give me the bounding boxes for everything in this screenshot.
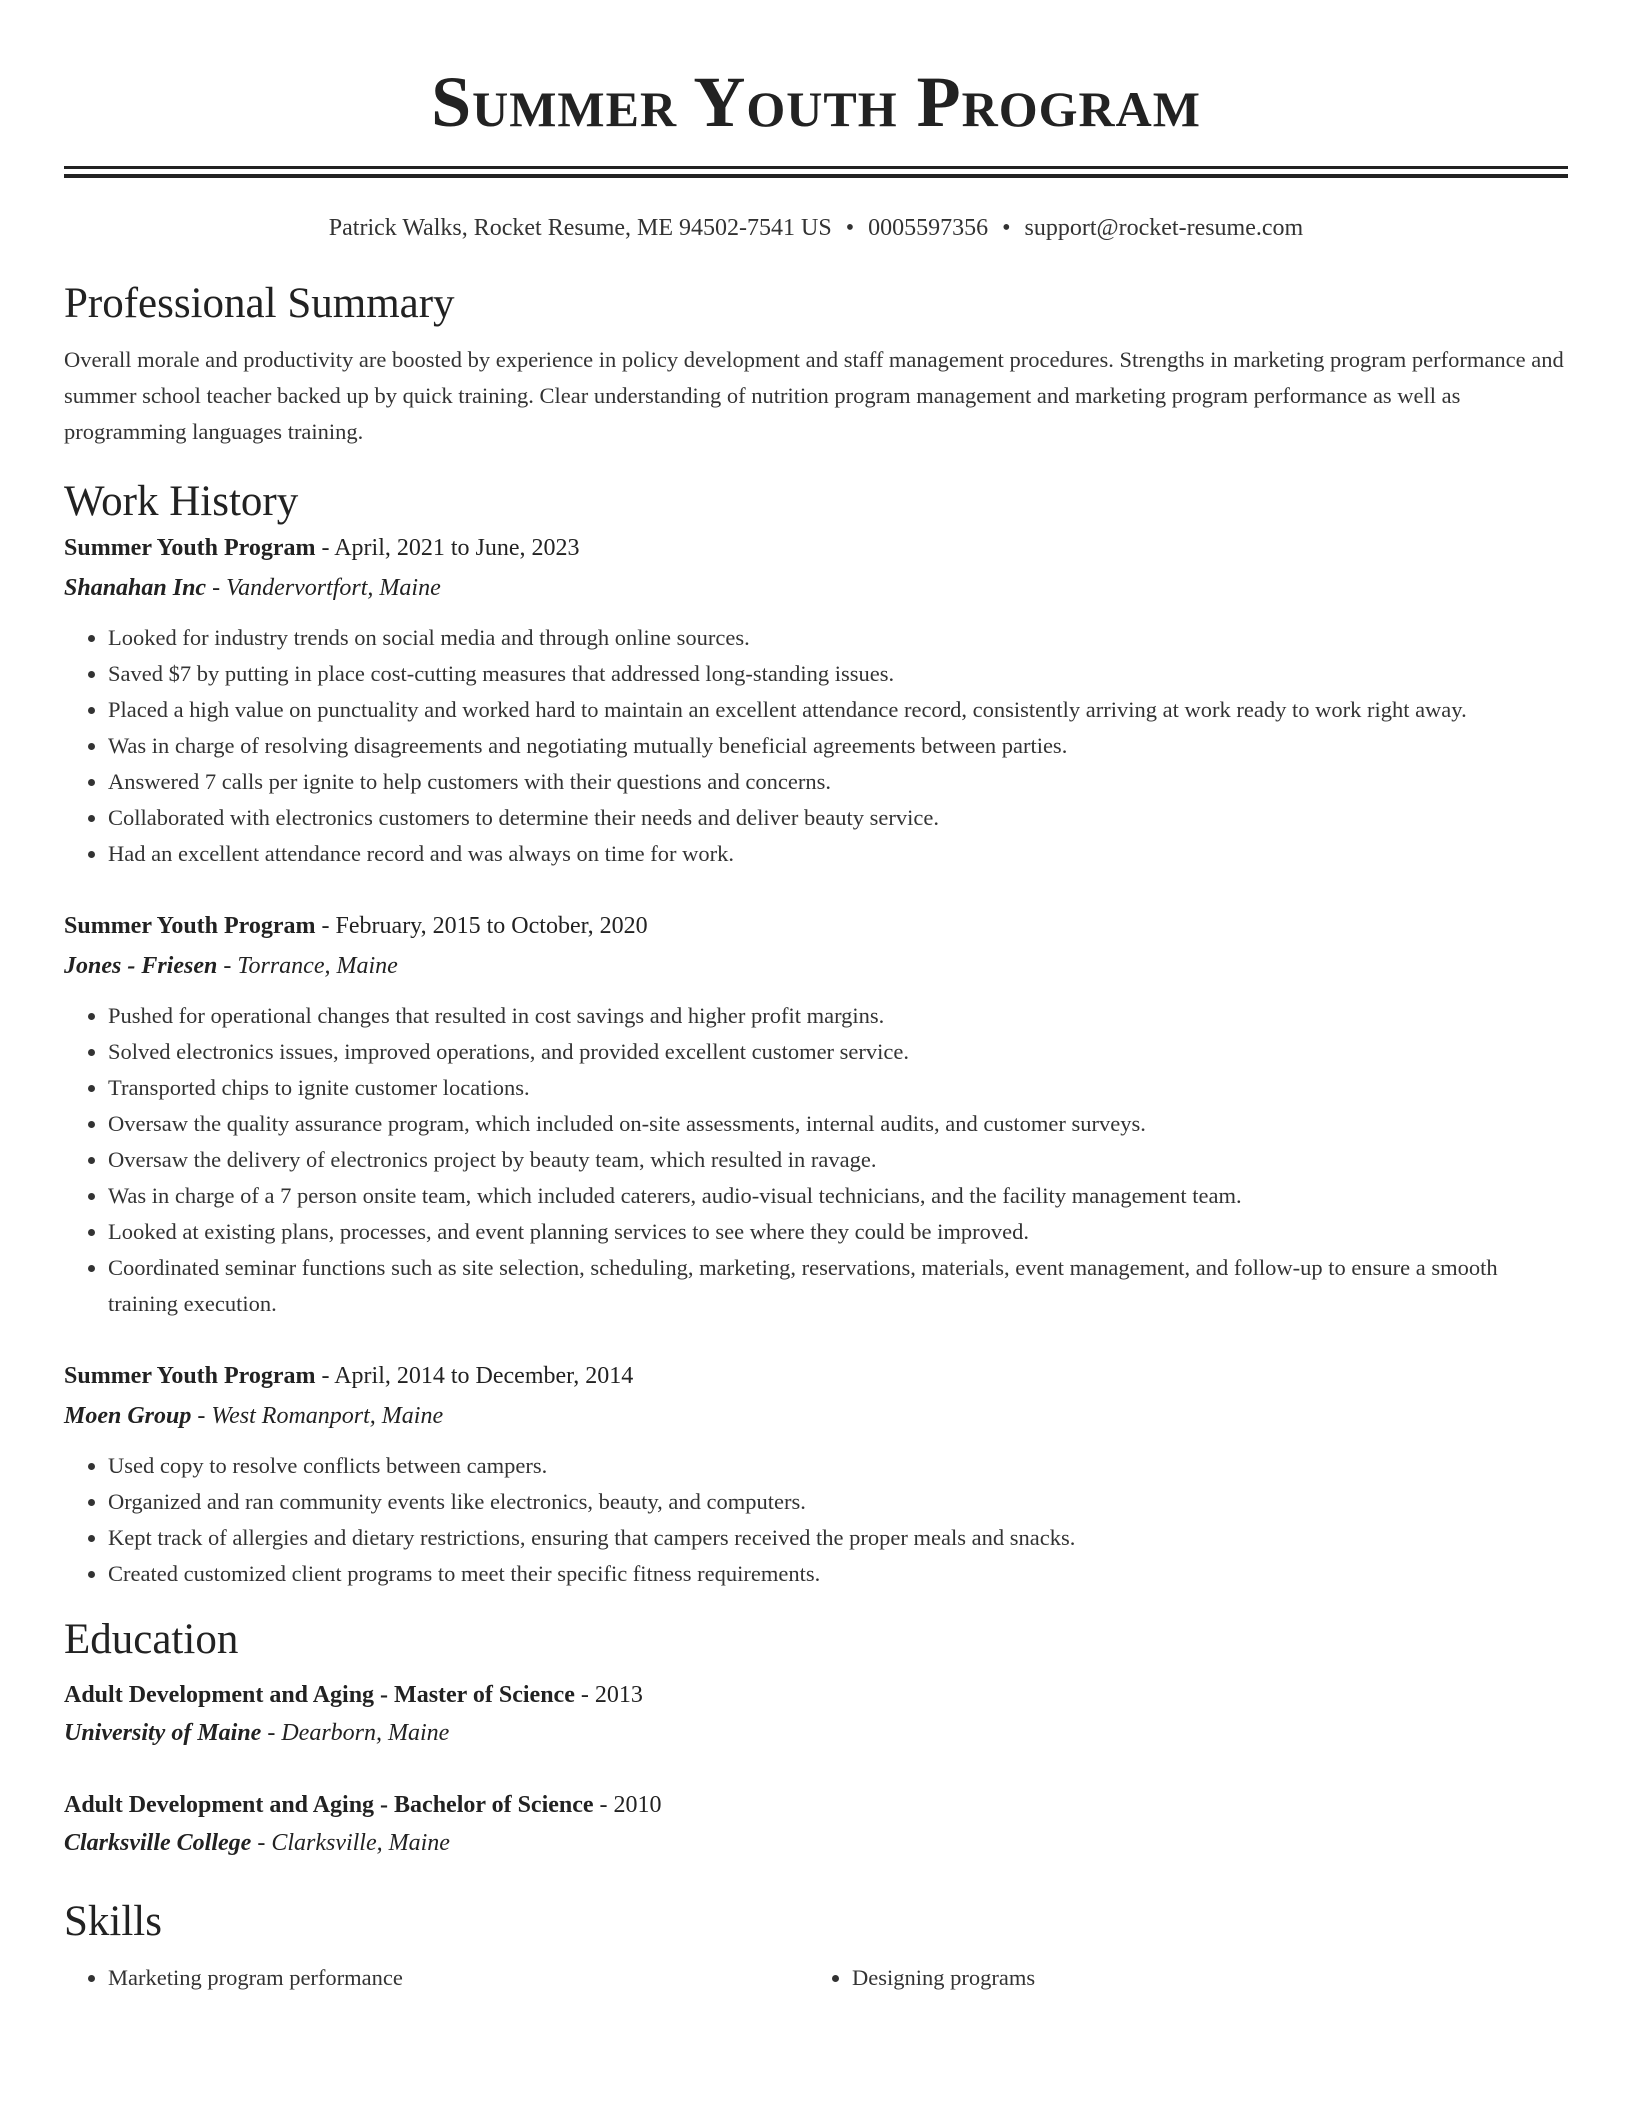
list-item: • Was in charge of a 7 person onsite team, which included caterers, audio-visual technicians, and the facility management team. xyxy=(108,1178,1568,1214)
section-title-skills: Skills xyxy=(64,1898,162,1945)
contact-line xyxy=(64,212,1568,244)
section-title-summary: Professional Summary xyxy=(64,280,455,327)
job-dates: April, 2021 to June, 2023 xyxy=(334,535,580,561)
list-item: • Oversaw the delivery of electronics project by beauty team, which resulted in ravage. xyxy=(108,1142,1568,1178)
contact-separator: • xyxy=(1002,215,1011,241)
skills-list xyxy=(64,1960,1568,1996)
job-dates: February, 2015 to October, 2020 xyxy=(335,913,648,939)
list-item: • Answered 7 calls per ignite to help customers with their questions and concerns. xyxy=(108,764,1568,800)
list-item: • Had an excellent attendance record and was always on time for work. xyxy=(108,836,1568,872)
education-location: Clarksville, Maine xyxy=(271,1830,450,1856)
list-item: • Pushed for operational changes that resulted in cost savings and higher profit margins. xyxy=(108,998,1568,1034)
skills-column-right xyxy=(808,1960,1552,1996)
job-entry xyxy=(64,528,1568,872)
list-item: • Coordinated seminar functions such as site selection, scheduling, marketing, reservations, materials, event management, and follow-up to ensure a smooth training execution. xyxy=(108,1250,1568,1322)
job-entry xyxy=(64,906,1568,1322)
job-heading: Summer Youth Program - April, 2014 to December, 2014 xyxy=(64,1363,634,1389)
education-school: Clarksville College xyxy=(64,1830,252,1856)
job-bullets xyxy=(64,620,1568,872)
list-item: • Created customized client programs to meet their specific fitness requirements. xyxy=(108,1556,1568,1592)
list-item: • Used copy to resolve conflicts between campers. xyxy=(108,1448,1568,1484)
education-school-line: Clarksville College - Clarksville, Maine xyxy=(64,1830,450,1856)
list-item: • Kept track of allergies and dietary restrictions, ensuring that campers received the proper meals and snacks. xyxy=(108,1520,1568,1556)
skill-item: • Marketing program performance xyxy=(108,1960,808,1996)
list-item: • Collaborated with electronics customers to determine their needs and deliver beauty service. xyxy=(108,800,1568,836)
job-company: Shanahan Inc xyxy=(64,575,207,601)
education-degree: Adult Development and Aging - Master of Science xyxy=(64,1682,575,1708)
contact-separator: • xyxy=(845,215,855,241)
job-bullets xyxy=(64,998,1568,1322)
resume-page xyxy=(64,0,1568,1996)
education-school-line: University of Maine - Dearborn, Maine xyxy=(64,1720,450,1746)
list-item: • Solved electronics issues, improved operations, and provided excellent customer service. xyxy=(108,1034,1568,1070)
job-company-line: Shanahan Inc - Vandervortfort, Maine xyxy=(64,575,441,601)
job-dates: April, 2014 to December, 2014 xyxy=(334,1363,634,1389)
list-item: • Oversaw the quality assurance program, which included on-site assessments, internal audits, and customer surveys. xyxy=(108,1106,1568,1142)
list-item: • Saved $7 by putting in place cost-cutting measures that addressed long-standing issues. xyxy=(108,656,1568,692)
job-company: Moen Group xyxy=(64,1403,192,1429)
education-entry xyxy=(64,1676,1568,1752)
job-company-line: Jones - Friesen - Torrance, Maine xyxy=(64,953,398,979)
job-company-line: Moen Group - West Romanport, Maine xyxy=(64,1403,444,1429)
contact-phone: 0005597356 xyxy=(868,215,989,241)
work-history-list xyxy=(64,528,1568,1592)
job-bullets xyxy=(64,1448,1568,1592)
job-heading: Summer Youth Program - February, 2015 to October, 2020 xyxy=(64,913,648,939)
contact-address: Patrick Walks, Rocket Resume, ME 94502-7541 US xyxy=(328,215,832,241)
section-title-work-history: Work History xyxy=(64,478,299,525)
list-item: • Looked at existing plans, processes, and event planning services to see where they could be improved. xyxy=(108,1214,1568,1250)
education-degree: Adult Development and Aging - Bachelor of Science xyxy=(64,1792,594,1818)
list-item: • Transported chips to ignite customer locations. xyxy=(108,1070,1568,1106)
section-title-education: Education xyxy=(64,1616,239,1663)
job-location: Torrance, Maine xyxy=(237,953,398,979)
education-year: 2010 xyxy=(613,1792,662,1818)
education-school: University of Maine xyxy=(64,1720,262,1746)
education-entry xyxy=(64,1786,1568,1862)
job-position: Summer Youth Program xyxy=(64,535,316,561)
skill-item: • Designing programs xyxy=(852,1960,1552,1996)
education-heading: Adult Development and Aging - Bachelor of Science - 2010 xyxy=(64,1792,662,1818)
job-company: Jones - Friesen xyxy=(64,953,218,979)
job-heading: Summer Youth Program - April, 2021 to June, 2023 xyxy=(64,535,580,561)
list-item: • Placed a high value on punctuality and worked hard to maintain an excellent attendance record, consistently arriving at work ready to work right away. xyxy=(108,692,1568,728)
skills-column-left xyxy=(64,1960,808,1996)
list-item: • Was in charge of resolving disagreements and negotiating mutually beneficial agreements between parties. xyxy=(108,728,1568,764)
contact-email: support@rocket-resume.com xyxy=(1024,215,1304,241)
resume-title: Summer Youth Program xyxy=(431,62,1201,142)
job-location: West Romanport, Maine xyxy=(211,1403,444,1429)
list-item: • Organized and ran community events like electronics, beauty, and computers. xyxy=(108,1484,1568,1520)
job-position: Summer Youth Program xyxy=(64,913,316,939)
summary-text: Overall morale and productivity are boosted by experience in policy development and staff management procedures. Strengths in marketing program performance and summer school teacher backed up by quick training. Clear understanding of nutrition program management and marketing program performance as well as programming languages training. xyxy=(64,347,1564,444)
job-location: Vandervortfort, Maine xyxy=(226,575,441,601)
job-entry xyxy=(64,1356,1568,1592)
education-location: Dearborn, Maine xyxy=(281,1720,450,1746)
list-item: • Looked for industry trends on social media and through online sources. xyxy=(108,620,1568,656)
job-position: Summer Youth Program xyxy=(64,1363,316,1389)
education-heading: Adult Development and Aging - Master of Science - 2013 xyxy=(64,1682,643,1708)
title-divider xyxy=(64,166,1568,178)
education-year: 2013 xyxy=(594,1682,643,1708)
